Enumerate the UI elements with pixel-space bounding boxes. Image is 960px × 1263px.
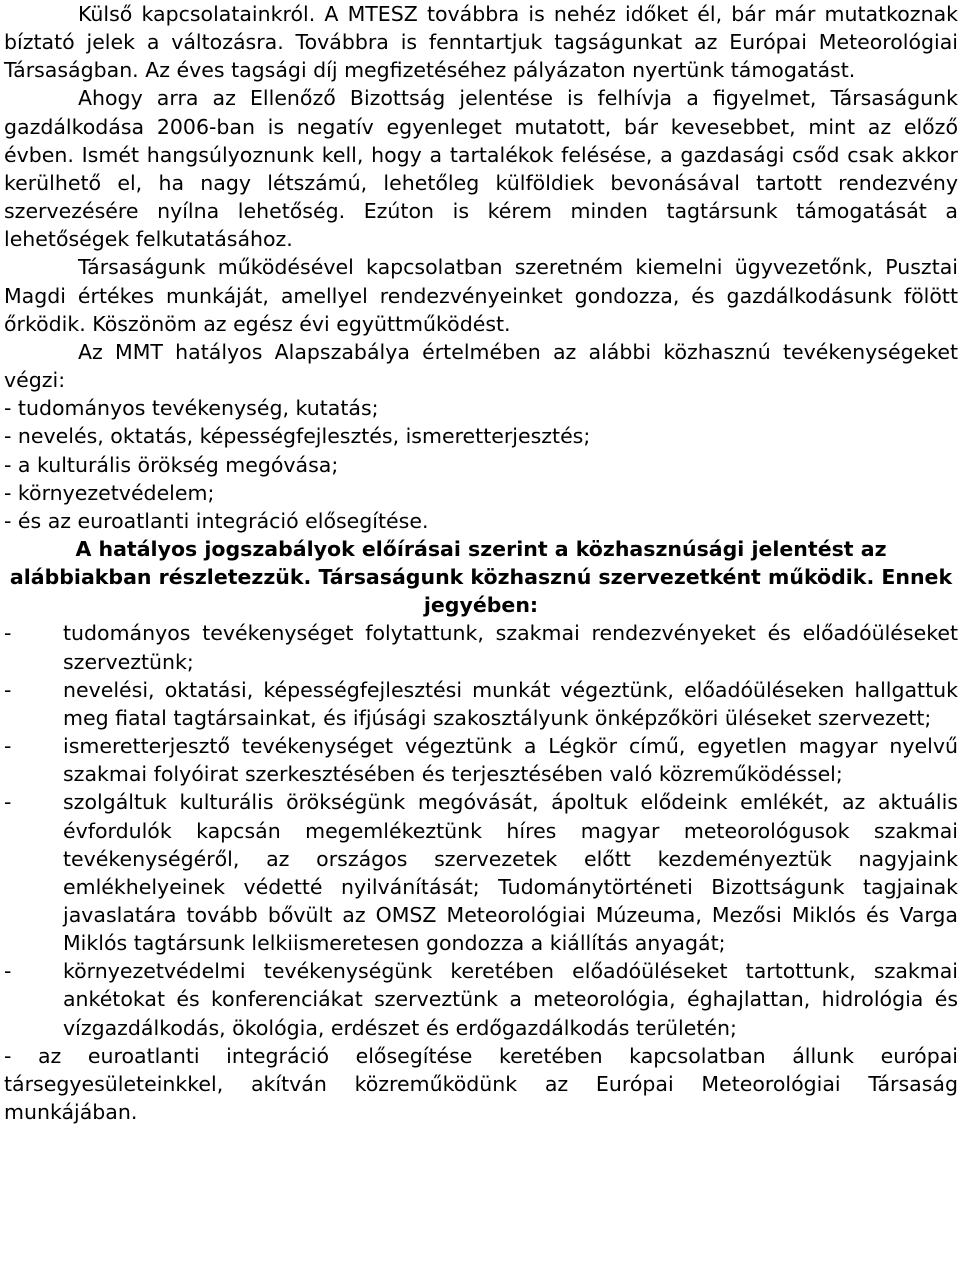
list-item-text: nevelési, oktatási, képességfejlesztési munkát végeztünk, előadóüléseken hallgattuk meg fiatal tagtársainkat, és ifjúsági szakosztályunk önképzőköri üléseket szervezett; <box>63 677 958 730</box>
list-item <box>4 957 958 1041</box>
dash-marker: - <box>4 959 12 984</box>
intro-paragraph: Külső kapcsolatainkról. A MTESZ továbbra is nehéz időket él, bár már mutatkoznak bíztató jelek a változásra. Továbbra is fenntartjuk tagságunkat az Európai Meteorológiai Társaságban. Az éves tagsági díj megfizetéséhez pályázaton nyertünk támogatást. <box>4 2 958 83</box>
dash-marker: - <box>4 621 12 646</box>
list-item: - tudományos tevékenység, kutatás; <box>4 396 379 421</box>
closing-item: - az euroatlanti integráció elősegítése keretében kapcsolatban állunk európai társegyesületeinkkel, akítván közreműködünk az Európai Meteorológiai Társaság munkájában. <box>4 1043 958 1125</box>
list-item <box>4 676 958 732</box>
finance-paragraph: Ahogy arra az Ellenőző Bizottság jelentése is felhívja a figyelmet, Társaságunk gazdálkodása 2006-ban is negatív egyenleget mutatott, bár kevesebbet, mint az előző évben. Ismét hangsúlyoznunk kell, hogy a tartalékok felésése, a gazdasági csőd csak akkor kerülhető el, ha nagy létszámú, lehetőleg külföldiek bevonásával tartott rendezvény szervezésére nyílna lehetőség. Ezúton is kérem minden tagtársunk támogatását a lehetőségek felkutatásához. <box>4 86 958 252</box>
list-item: - környezetvédelem; <box>4 480 215 505</box>
thanks-paragraph: Társaságunk működésével kapcsolatban szeretném kiemelni ügyvezetőnk, Pusztai Magdi értékes munkáját, amellyel rendezvényeinket gondozza, és gazdálkodásunk fölött őrködik. Köszönöm az egész évi együttműködést. <box>4 255 958 336</box>
document-page <box>4 0 958 1126</box>
list-item: - és az euroatlanti integráció elősegítése. <box>4 508 429 533</box>
list-item-text: ismeretterjesztő tevékenységet végeztünk a Légkör című, egyetlen magyar nyelvű szakmai folyóirat szerkesztésében és terjesztésében való közreműködéssel; <box>63 734 958 787</box>
dash-marker: - <box>4 734 12 759</box>
list-item-text: környezetvédelmi tevékenységünk keretében előadóüléseket tartottunk, szakmai ankétokat és konferenciákat szerveztünk a meteorológia, éghajlattan, hidrológia és vízgazdálkodás, ökológia, erdészet és erdőgazdálkodás területén; <box>63 959 958 1040</box>
statute-list <box>4 394 958 535</box>
section-heading: A hatályos jogszabályok előírásai szerint a közhasznúsági jelentést az alábbiakban részletezzük. Társaságunk közhasznú szervezetként működik. Ennek jegyében: <box>9 536 953 618</box>
list-item: - nevelés, oktatás, képességfejlesztés, ismeretterjesztés; <box>4 424 591 449</box>
list-item <box>4 619 958 675</box>
list-item-text: tudományos tevékenységet folytattunk, szakmai rendezvényeket és előadóüléseket szerveztünk; <box>63 621 958 674</box>
list-item: - a kulturális örökség megóvása; <box>4 452 339 477</box>
list-item-text: szolgáltuk kulturális örökségünk megóvását, ápoltuk elődeink emlékét, az aktuális évfordulók kapcsán megemlékeztünk híres magyar meteorológusok szakmai tevékenységéről, az országos szervezetek előtt kezdeményeztük nagyjaink emlékhelyeinek védetté nyilvánítását; Tudománytörténeti Bizottságunk tagjainak javaslatára tovább bővült az OMSZ Meteorológiai Múzeuma, Mezősi Miklós és Varga Miklós tagtársunk lelkiismeretesen gondozza a kiállítás anyagát; <box>63 790 958 956</box>
list-item <box>4 788 958 957</box>
statute-paragraph: Az MMT hatályos Alapszabálya értelmében az alábbi közhasznú tevékenységeket végzi: <box>4 339 958 393</box>
list-item <box>4 732 958 788</box>
dash-marker: - <box>4 677 12 702</box>
dash-marker: - <box>4 790 12 815</box>
report-list <box>4 619 958 1041</box>
